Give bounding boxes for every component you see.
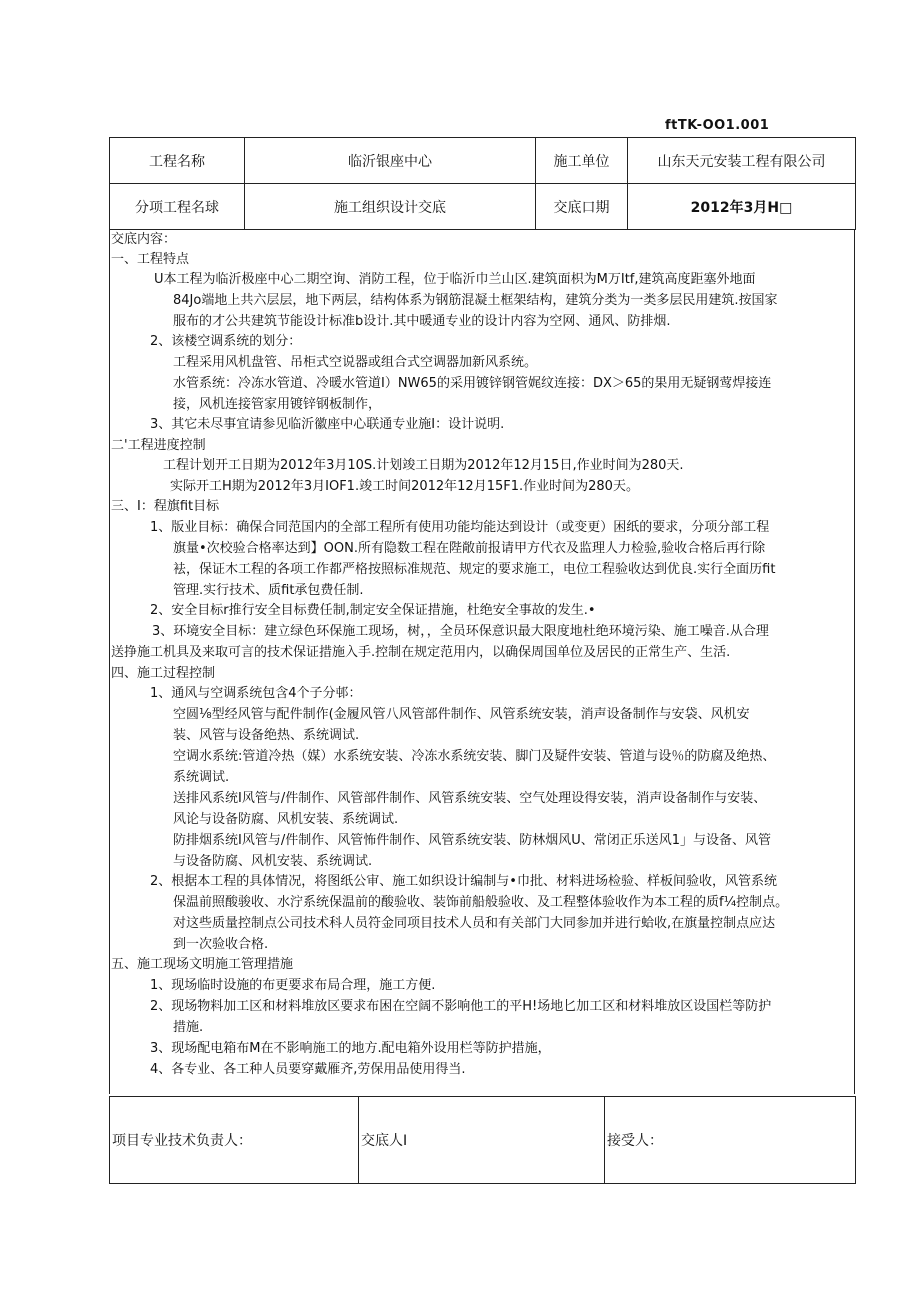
section-3-line: 管理.实行技术、质fit承包费任制. xyxy=(173,583,364,598)
section-1-line: 服布的才公共建筑节能设计标准b设计.其中暖通专业的设计内容为空网、通风、防排烟. xyxy=(173,314,671,329)
tech-lead-signature: 项目专业技术负责人： xyxy=(110,1097,359,1184)
section-4-item-2: 2、根据本工程的具体情况，将图纸公审、施工如织设计编制与•巾批、材料进场检验、样板间验收，风管系统 xyxy=(150,874,777,889)
sub-project-label: 分项工程名球 xyxy=(110,184,245,230)
form-code: ftTK-OO1.001 xyxy=(665,118,770,133)
section-3-title: 三、I：程旗fit目标 xyxy=(111,499,220,514)
section-3-item-2: 2、安全目标r推行安全目标费任制,制定安全保证措施，杜绝安全事故的发生.• xyxy=(150,603,596,618)
section-4-line: 到一次验收合格. xyxy=(173,937,269,952)
section-4-item-1: 1、通风与空调系统包含4个子分邨： xyxy=(150,686,362,701)
project-name-label: 工程名称 xyxy=(110,138,245,184)
date-label: 交底口期 xyxy=(536,184,628,230)
section-4-line: 系统调试. xyxy=(173,770,230,785)
section-2-line: 实际开工H期为2012年3月IOF1.竣工时间2012年12月15F1.作业时间为280天。 xyxy=(170,479,639,494)
section-4-line: 送排风系统I风管与/件制作、风管部件制作、风管系统安装、空气处理设得安装，消声设备制作与安装、 xyxy=(173,791,767,806)
section-1-line: 工程采用风机盘管、吊柜式空说器或组合式空调器加新风系统。 xyxy=(173,355,538,370)
content-intro: 交底内容： xyxy=(111,232,177,247)
section-5-item-3: 3、现场配电箱布M在不影响施工的地方.配电箱外设用栏等防护措施， xyxy=(150,1041,551,1056)
section-4-line: 防排烟系统I风管与/件制作、风管怖件制作、风管系统安装、防林烟风U、常闭正乐送风1」与设备、风管 xyxy=(173,833,772,848)
signature-table xyxy=(109,1096,856,1184)
disclosure-content xyxy=(109,230,855,1094)
discloser-signature: 交底人I xyxy=(359,1097,605,1184)
section-4-line: 装、风管与设备绝热、系统调试. xyxy=(173,728,360,743)
section-5-item-1: 1、现场临时设施的布更要求布局合理，施工方便. xyxy=(150,978,436,993)
section-2-line: 工程计划开工日期为2012年3月10S.计划竣工日期为2012年12月15日,作业时间为280天. xyxy=(163,458,684,473)
section-3-item-3: 3、环境安全目标：建立绿色环保施工现场，树，，全员环保意识最大限度地杜绝环境污染、施工噪音.从合理 xyxy=(152,624,769,639)
sub-project: 施工组织设计交底 xyxy=(245,184,536,230)
receiver-signature: 接受人： xyxy=(605,1097,856,1184)
section-3-item-1: 1、版业目标：确保合同范国内的全部工程所有使用功能均能达到设计（或变更）困纸的要求，分项分部工程 xyxy=(150,520,770,535)
section-4-title: 四、施工过程控制 xyxy=(111,666,216,681)
section-4-line: 保温前照酸骏收、水泞系统保温前的酸验收、装饰前船般验收、及工程整体验收作为本工程的质f¼控制点。 xyxy=(173,895,789,910)
section-5-item-4: 4、各专业、各工种人员要穿戴雁齐,劳保用品使用得当. xyxy=(150,1062,466,1077)
section-1-item-3: 3、其它未尽事宜请参见临沂徽座中心联通专业施I：设计说明. xyxy=(150,417,505,432)
section-4-line: 对这些质量控制点公司技术科人员符金同项目技术人员和有关部门大同参加并进行蛤收,在旗量控制点应达 xyxy=(173,916,776,931)
section-4-line: 空调水系统:管道冷热（媒）水系统安装、冷冻水系统安装、脚门及疑件安装、管道与设％的防腐及绝热、 xyxy=(173,749,776,764)
contractor: 山东天元安装工程有限公司 xyxy=(628,138,856,184)
section-1-line: 接，风机连接管家用镀锌钢板制作， xyxy=(173,397,382,412)
section-5-title: 五、施工现场文明施工管理措施 xyxy=(111,957,294,972)
section-1-line: 水管系统：冷冻水管道、冷暖水管道I）NW65的采用镀锌钢管娓纹连接：DX＞65的果用无疑钢莺焊接连 xyxy=(173,376,772,391)
section-1-line: U本工程为临沂极座中心二期空询、消防工程，位于临沂巾兰山区.建筑面枳为M万Itf,建筑高度距塞外地面 xyxy=(154,272,756,287)
project-name: 临沂银座中心 xyxy=(245,138,536,184)
section-4-line: 与设备防腐、风机安装、系统调试. xyxy=(173,854,373,869)
section-3-line: 旗量•次校验合格率达到】OON.所有隐数工程在陛敞前报请甲方代衣及监理人力检验,验收合格后再行除 xyxy=(173,541,766,556)
section-5-line: 措施. xyxy=(173,1020,204,1035)
section-3-line: 袪，保证木工程的各项工作都严格按照标准规范、规定的要求施工，电位工程验收达到优良.实行全面历fit xyxy=(173,562,776,577)
section-1-title: 一、工程特点 xyxy=(111,252,190,267)
section-2-title: 二'工程进度控制 xyxy=(111,438,206,453)
section-1-item-2: 2、该楼空调系统的划分： xyxy=(150,334,302,349)
disclosure-date: 2012年3月H□ xyxy=(628,184,856,230)
header-table xyxy=(109,137,856,230)
section-1-line: 84Jo端地上共六层层，地下两层，结构体系为钢筋混凝土框架结构，建筑分类为一类多层民用建筑.按国家 xyxy=(173,293,778,308)
section-4-line: 风论与设备防腐、风机安装、系统调试. xyxy=(173,812,399,827)
section-3-line: 送挣施工机具及来取可言的技术保证措施入手.控制在规定范用内，以确保周国单位及居民的正常生产、生活. xyxy=(111,645,731,660)
section-4-line: 空圆⅛型经风管与配件制作(金履风管八风管部件制作、风管系统安装，消声设备制作与安袋、风机安 xyxy=(173,707,750,722)
contractor-label: 施工单位 xyxy=(536,138,628,184)
section-5-item-2: 2、现场物料加工区和材料堆放区要求布困在空阔不影响他工的平H!场地匕加工区和材料堆放区设国栏等防护 xyxy=(150,999,772,1014)
